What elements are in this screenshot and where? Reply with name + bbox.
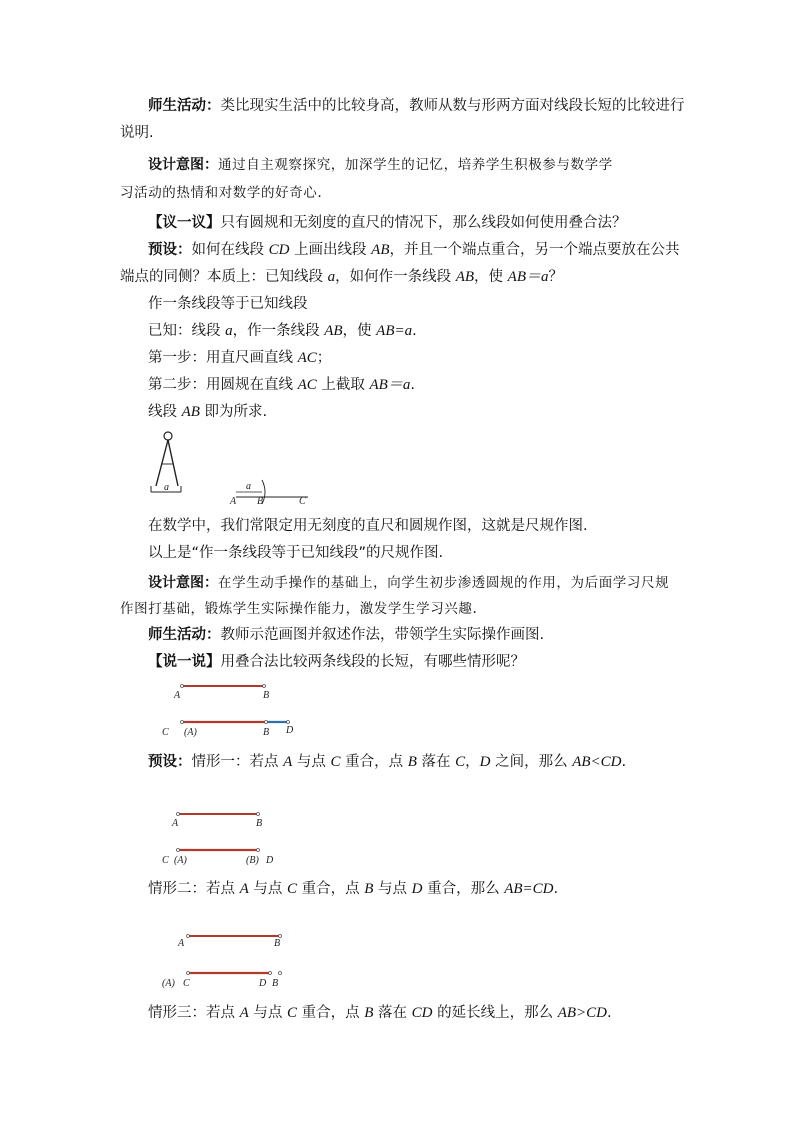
label-A-paren: (A) xyxy=(162,978,175,989)
label-B-paren: (B) xyxy=(246,855,259,866)
label-A: A xyxy=(178,938,185,949)
construction-figure xyxy=(226,476,326,506)
talk-heading: 【说一说】用叠合法比较两条线段的长短，有哪些情形呢？ xyxy=(148,654,525,670)
construct-label-C: C xyxy=(299,496,306,507)
ruler-compass-note: 在数学中，我们常限定用无刻度的直尺和圆规作图，这就是尺规作图. xyxy=(148,518,588,534)
step-two: 第二步：用圆规在直线 AC 上截取 AB＝a. xyxy=(148,377,415,393)
teacher-activity-1: 师生活动：类比现实生活中的比较身高，教师从数与形两方面对线段长短的比较进行 xyxy=(148,98,685,114)
label-C: C xyxy=(183,978,190,989)
label-A-paren: (A) xyxy=(184,727,197,738)
label-A-paren: (A) xyxy=(174,855,187,866)
teacher-activity-1-cont: 说明. xyxy=(120,125,154,141)
preset-1-line1: 预设：如何在线段 CD 上画出线段 AB，并且一个端点重合，另一个端点要放在公共 xyxy=(148,242,680,258)
label-B2: B xyxy=(272,978,279,989)
label-A: A xyxy=(172,818,179,829)
label-D: D xyxy=(286,725,294,736)
case-two-text: 情形二：若点 A 与点 C 重合，点 B 与点 D 重合，那么 AB=CD. xyxy=(148,881,559,897)
label-B2: B xyxy=(263,727,270,738)
given-line: 已知：线段 a，作一条线段 AB，使 AB=a. xyxy=(148,323,417,339)
construct-label-a: a xyxy=(246,481,251,492)
step-one: 第一步：用直尺画直线 AC； xyxy=(148,350,332,366)
label-D: D xyxy=(266,855,274,866)
design-intent-2: 设计意图：在学生动手操作的基础上，向学生初步渗透圆规的作用，为后面学习尺规 xyxy=(148,575,670,591)
label-B: B xyxy=(256,818,263,829)
label-B: B xyxy=(263,690,270,701)
design-intent-1-cont: 习活动的热情和对数学的好奇心. xyxy=(120,185,323,201)
label-D: D xyxy=(259,978,267,989)
compass-figure xyxy=(146,428,186,496)
case-three-figure xyxy=(158,930,288,990)
case-two-figure xyxy=(160,808,290,868)
design-intent-1: 设计意图：通过自主观察探究，加深学生的记忆，培养学生积极参与数学学 xyxy=(148,157,613,173)
compass-label-a: a xyxy=(164,482,169,493)
label-B: B xyxy=(274,938,281,949)
label-A: A xyxy=(174,690,181,701)
case-three-text: 情形三：若点 A 与点 C 重合，点 B 落在 CD 的延长线上，那么 AB>CD. xyxy=(148,1005,612,1021)
teacher-activity-2: 师生活动：教师示范画图并叙述作法，带领学生实际操作画图. xyxy=(148,627,545,643)
construct-title: 作一条线段等于已知线段 xyxy=(148,296,308,312)
case-one-figure xyxy=(160,680,300,740)
discuss-heading: 【议一议】只有圆规和无刻度的直尺的情况下，那么线段如何使用叠合法？ xyxy=(148,215,627,231)
label-C: C xyxy=(162,727,169,738)
construct-label-A: A xyxy=(230,496,237,507)
label-C: C xyxy=(162,855,169,866)
preset-1-line2: 端点的同侧？本质上：已知线段 a，如何作一条线段 AB，使 AB＝a？ xyxy=(120,269,563,285)
result-line: 线段 AB 即为所求. xyxy=(148,404,268,420)
design-intent-2-cont: 作图打基础，锻炼学生实际操作能力，激发学生学习兴趣. xyxy=(120,601,478,617)
construct-label-B: B xyxy=(257,496,264,507)
construction-summary: 以上是“作一条线段等于已知线段”的尺规作图. xyxy=(148,545,444,561)
compass-pivot xyxy=(164,432,172,440)
case-one-text: 预设：情形一：若点 A 与点 C 重合，点 B 落在 C，D 之间，那么 AB<CD. xyxy=(148,754,627,770)
